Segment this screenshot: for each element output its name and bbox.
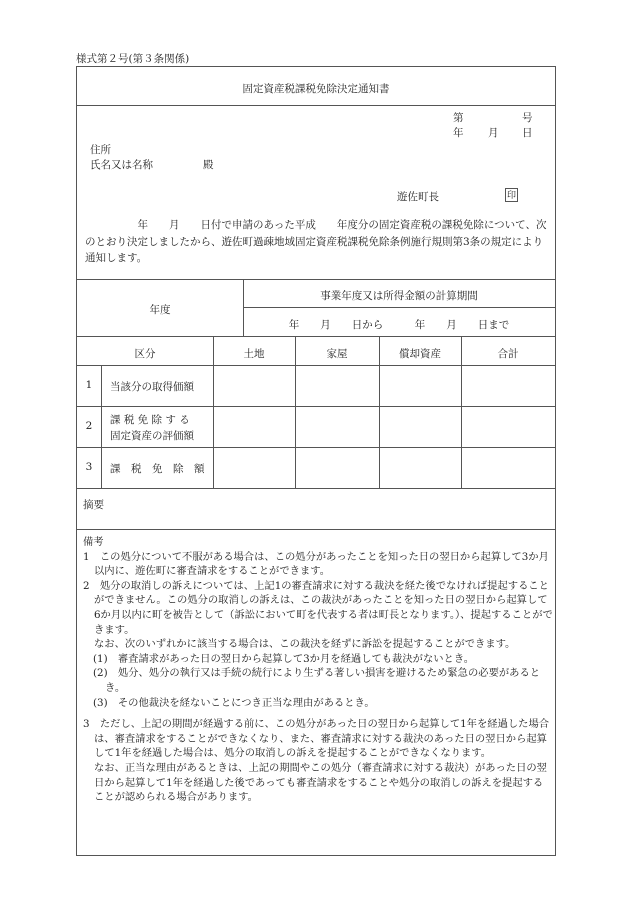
remarks-label: 摘要 (83, 499, 104, 511)
divider (77, 105, 555, 106)
note-1: 1 この処分について不服がある場合は、この処分があったことを知った日の翌日から起算して3か月以内に、遊佐町に審査請求をすることができます。 (83, 550, 549, 578)
divider (77, 279, 555, 280)
notes-section (83, 535, 553, 805)
note-2-item-1: (1) 審査請求があった日の翌日から起算して3か月を経過しても裁決がないとき。 (93, 652, 475, 665)
date-year: 年 (453, 127, 464, 139)
row-label-acquisition: 当該分の取得価額 (110, 381, 194, 393)
divider (77, 447, 555, 448)
note-3-supplement: なお、正当な理由があるときは、上記の期間やこの処分（審査請求に対する裁決）があった日の翌日から起算して1年を経過した後であっても審査請求をすることや処分の取消しの訴えを提起することが認められる場合があります。 (94, 761, 547, 804)
row-number: 1 (85, 379, 93, 391)
row-label-exemption-amount: 課 税 免 除 額 (110, 463, 205, 475)
row-number: 3 (85, 461, 93, 473)
date-month: 月 (488, 127, 499, 139)
notice-body: 年 月 日付で申請のあった平成 年度分の固定資産税の課税免除について、次のとおり決定しましたから、遊佐町過疎地域固定資産税課税免除条例施行規則第3条の規定により通知します。 (85, 219, 547, 264)
notice-form (76, 66, 556, 856)
row-label-exempt-line2: 固定資産の評価額 (110, 430, 194, 442)
divider (77, 406, 555, 407)
document-title: 固定資産税課税免除決定通知書 (242, 83, 390, 95)
divider (77, 488, 555, 489)
doc-number-go: 号 (522, 112, 533, 124)
note-2-supplement: なお、次のいずれかに該当する場合は、この裁決を経ずに訴訟を提起することができます。 (94, 638, 516, 651)
issuer-title: 遊佐町長 (397, 191, 439, 203)
divider (101, 365, 102, 488)
divider (77, 529, 555, 530)
col-header-land: 土地 (243, 348, 265, 360)
col-header-total: 合計 (497, 348, 519, 360)
note-2-item-3: (3) その他裁決を経ないことにつき正当な理由があるとき。 (93, 696, 375, 709)
note-2: 2 処分の取消しの訴えについては、上記1の審査請求に対する裁決を経た後でなければ提起することができません。この処分の取消しの訴えは、この裁決があったことを知った日の翌日から起算して6か月以内に町を被告として（訴訟において町を代表する者は町長となります。）、提起することができます。 (83, 579, 553, 636)
notes-title: 備考 (83, 536, 104, 548)
form-number-label: 様式第２号(第３条関係) (76, 53, 190, 65)
col-header-depreciable: 償却資産 (399, 348, 441, 360)
period-header: 事業年度又は所得金額の計算期間 (320, 290, 478, 302)
divider (243, 307, 555, 308)
divider (77, 336, 555, 337)
name-label: 氏名又は名称 (90, 159, 153, 171)
note-2-item-2: (2) 処分、処分の執行又は手続の続行により生ずる著しい損害を避けるため緊急の必要があるとき。 (93, 667, 541, 694)
row-label-exempt-line1: 課 税 免 除 す る (110, 414, 190, 426)
row-number: 2 (85, 420, 93, 432)
honorific-dono: 殿 (203, 159, 214, 171)
col-header-building: 家屋 (326, 348, 348, 360)
address-label: 住所 (90, 144, 111, 156)
divider (77, 365, 555, 366)
col-header-category: 区分 (134, 348, 156, 360)
period-range: 年 月 日から 年 月 日まで (288, 319, 510, 331)
doc-number-dai: 第 (453, 112, 464, 124)
seal-mark: 印 (505, 188, 518, 202)
fiscal-year-label: 年度 (149, 304, 171, 316)
date-day: 日 (522, 127, 533, 139)
note-3: 3 ただし、上記の期間が経過する前に、この処分があった日の翌日から起算して1年を経過した場合は、審査請求をすることができなくなり、また、審査請求に対する裁決のあった日の翌日から起算して1年を経過した場合は、処分の取消しの訴えを提起することができなくなります。 (83, 718, 550, 760)
